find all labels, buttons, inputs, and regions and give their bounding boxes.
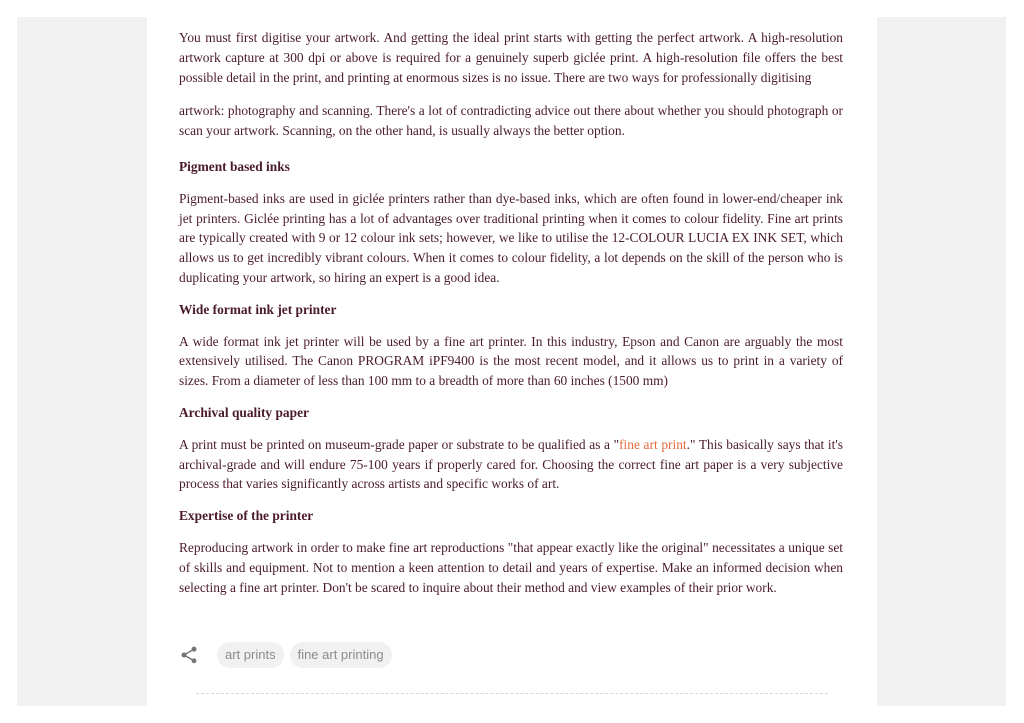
fine-art-print-link[interactable]: fine art print [619,436,687,452]
section-body-archival-paper [179,435,843,494]
section-heading-wide-format-printer: Wide format ink jet printer [179,301,337,317]
post-footer [179,642,392,668]
section-heading-archival-paper: Archival quality paper [179,404,309,420]
archival-text-after: ." This basically says that it's archival-grade and will endure 75-100 years if properly cared for. Choosing the correct fine art paper is a very subjective process that varies significantly across artists and specific works of art. [179,436,843,492]
section-body-pigment-inks: Pigment-based inks are used in giclée printers rather than dye-based inks, which are often found in lower-end/cheaper ink jet printers. Giclée printing has a lot of advantages over traditional printing when it comes to colour fidelity. Fine art prints are typically created with 9 or 12 colour ink sets; however, we like to utilise the 12-COLOUR LUCIA EX INK SET, which allows us to get incredibly vibrant colours. When it comes to colour fidelity, a lot depends on the skill of the person who is duplicating your artwork, so hiring an expert is a good idea. [179,190,843,285]
section-heading-printer-expertise: Expertise of the printer [179,508,314,524]
section-heading-pigment-inks: Pigment based inks [179,158,290,174]
intro-paragraph-1: You must first digitise your artwork. And getting the ideal print starts with getting the perfect artwork. A high-resolution artwork capture at 300 dpi or above is required for a genuinely superb giclée print. A high-resolution file offers the best possible detail in the print, and printing at enormous sizes is no issue. There are two ways for professionally digitising [179,30,843,85]
article-body [179,28,843,609]
intro-paragraph-2: artwork: photography and scanning. There's a lot of contradicting advice out there about whether you should photograph or scan your artwork. Scanning, on the other hand, is usually always the better option. [179,103,843,139]
archival-text-before: A print must be printed on museum-grade paper or substrate to be qualified as a " [179,436,620,452]
share-icon[interactable] [179,645,199,665]
section-body-wide-format-printer: A wide format ink jet printer will be used by a fine art printer. In this industry, Epson and Canon are arguably the most extensively utilised. The Canon PROGRAM iPF9400 is the most recent model, and it allows us to print in a variety of sizes. From a diameter of less than 100 mm to a breadth of more than 60 inches (1500 mm) [179,333,843,389]
tag-fine-art-printing[interactable]: fine art printing [290,642,392,668]
footer-divider [196,693,828,694]
tag-art-prints[interactable]: art prints [217,642,284,668]
section-body-printer-expertise: Reproducing artwork in order to make fine art reproductions "that appear exactly like the original" necessitates a unique set of skills and equipment. Not to mention a keen attention to detail and years of expertise. Make an informed decision when selecting a fine art printer. Don't be scared to inquire about their method and view examples of their prior work. [179,539,843,595]
